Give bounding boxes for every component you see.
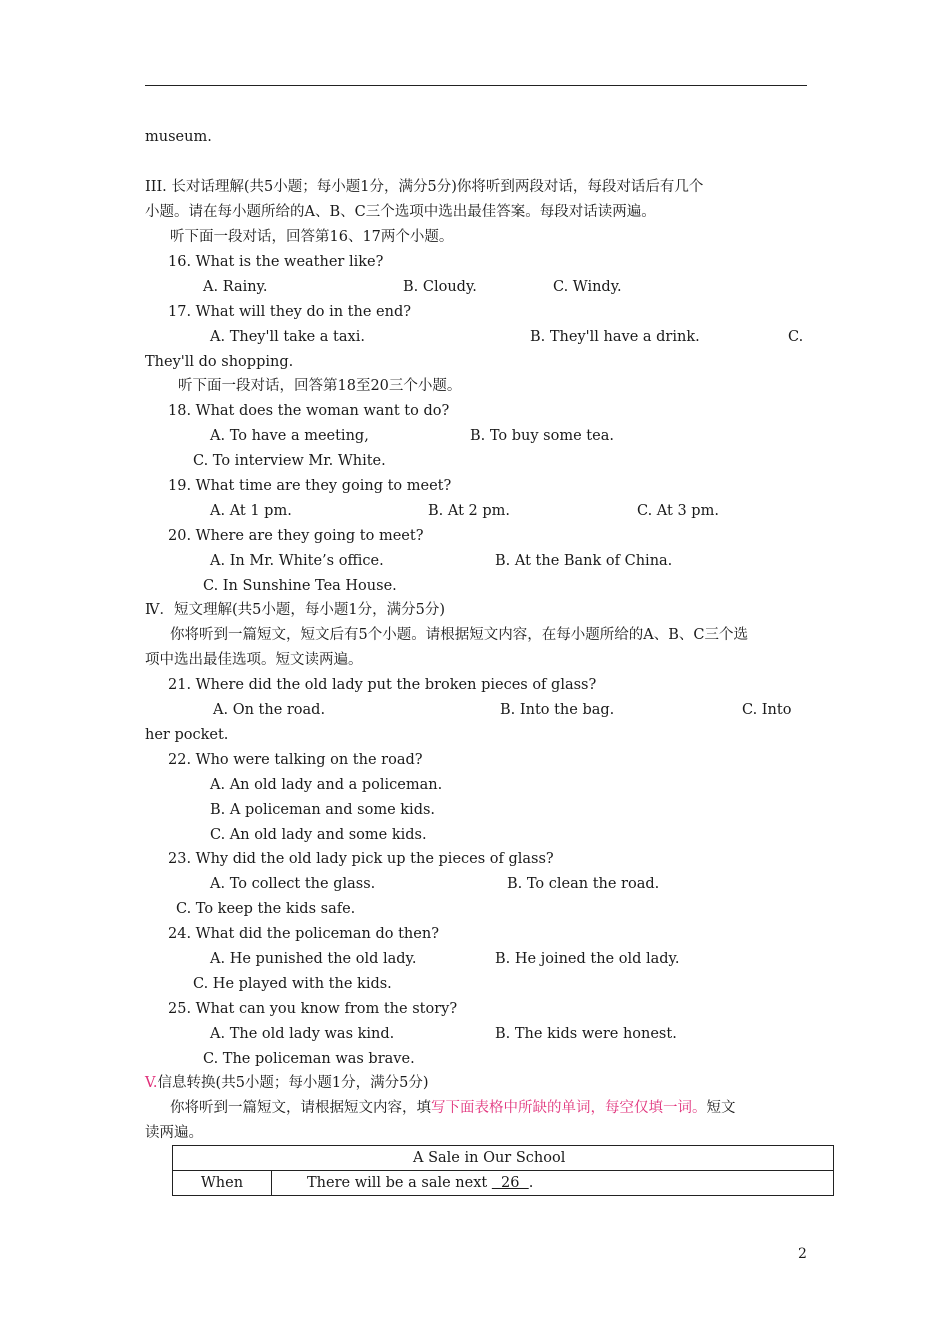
question-24: 24. What did the policeman do then?: [168, 926, 439, 942]
option-23b: B. To clean the road.: [507, 876, 660, 892]
option-22a: A. An old lady and a policeman.: [210, 777, 443, 793]
question-16: 16. What is the weather like?: [168, 254, 384, 270]
section-5-instruction-cont: 读两遍。: [145, 1125, 203, 1141]
option-24b: B. He joined the old lady.: [495, 951, 680, 967]
section-5-instruction-part1: 你将听到一篇短文，请根据短文内容，填: [170, 1100, 431, 1116]
option-25b: B. The kids were honest.: [495, 1026, 677, 1042]
text-line: museum.: [145, 129, 212, 145]
option-19c: C. At 3 pm.: [637, 503, 719, 519]
option-17a: A. They'll take a taxi.: [210, 329, 365, 345]
question-20: 20. Where are they going to meet?: [168, 528, 424, 544]
section-4-instruction-cont: 项中选出最佳选项。短文读两遍。: [145, 652, 363, 668]
table-row-content: [272, 1171, 834, 1196]
table-row-text: There will be a sale next: [307, 1175, 488, 1191]
option-23a: A. To collect the glass.: [210, 876, 376, 892]
table-row: [173, 1171, 834, 1196]
option-19b: B. At 2 pm.: [428, 503, 511, 519]
info-table: [172, 1145, 834, 1196]
option-24c: C. He played with the kids.: [193, 976, 392, 992]
option-20a: A. In Mr. White’s office.: [210, 553, 384, 569]
question-23: 23. Why did the old lady pick up the pieces of glass?: [168, 851, 554, 867]
option-23c: C. To keep the kids safe.: [176, 901, 356, 917]
section-5-title: 信息转换(共5小题；每小题1分，满分5分): [157, 1075, 429, 1091]
option-20b: B. At the Bank of China.: [495, 553, 673, 569]
option-16b: B. Cloudy.: [403, 279, 477, 295]
option-25a: A. The old lady was kind.: [210, 1026, 395, 1042]
option-21c-label: C. Into: [742, 702, 792, 718]
option-16c: C. Windy.: [553, 279, 622, 295]
option-18c: C. To interview Mr. White.: [193, 453, 386, 469]
question-17: 17. What will they do in the end?: [168, 304, 412, 320]
option-16a: A. Rainy.: [203, 279, 268, 295]
section-5-instruction-part3: 短文: [706, 1100, 736, 1116]
answer-blank-26[interactable]: 26: [491, 1175, 529, 1191]
question-21: 21. Where did the old lady put the broken pieces of glass?: [168, 677, 597, 693]
option-17c-label: C.: [788, 329, 804, 345]
table-row-end: .: [528, 1175, 534, 1191]
option-21c: her pocket.: [145, 727, 229, 743]
option-21b: B. Into the bag.: [500, 702, 615, 718]
section-5-heading: [145, 1073, 429, 1093]
option-19a: A. At 1 pm.: [210, 503, 292, 519]
section-5-number: V.: [145, 1075, 158, 1091]
option-25c: C. The policeman was brave.: [203, 1051, 415, 1067]
dialogue-1-intro: 听下面一段对话，回答第16、17两个小题。: [170, 229, 454, 245]
option-17b: B. They'll have a drink.: [530, 329, 700, 345]
option-18a: A. To have a meeting,: [210, 428, 369, 444]
table-row-label: When: [173, 1171, 272, 1196]
header-rule: [145, 85, 807, 86]
page-number: 2: [798, 1246, 807, 1262]
option-21a: A. On the road.: [213, 702, 326, 718]
section-4-instruction: 你将听到一篇短文，短文后有5个小题。请根据短文内容，在每小题所给的A、B、C三个选: [170, 627, 748, 643]
option-20c: C. In Sunshine Tea House.: [203, 578, 397, 594]
section-4-heading: Ⅳ．短文理解(共5小题，每小题1分，满分5分): [145, 602, 445, 618]
question-18: 18. What does the woman want to do?: [168, 403, 450, 419]
section-3-instruction: 小题。请在每小题所给的A、B、C三个选项中选出最佳答案。每段对话读两遍。: [145, 204, 656, 220]
option-24a: A. He punished the old lady.: [210, 951, 417, 967]
section-5-instruction-highlight: 写下面表格中所缺的单词，每空仅填一词。: [431, 1100, 707, 1116]
section-5-instruction: [170, 1098, 736, 1118]
section-3-heading: III. 长对话理解(共5小题；每小题1分，满分5分)你将听到两段对话，每段对话后有几个: [145, 179, 704, 195]
option-22c: C. An old lady and some kids.: [210, 827, 427, 843]
question-22: 22. Who were talking on the road?: [168, 752, 423, 768]
option-22b: B. A policeman and some kids.: [210, 802, 436, 818]
option-18b: B. To buy some tea.: [470, 428, 614, 444]
dialogue-2-intro: 听下面一段对话，回答第18至20三个小题。: [178, 378, 462, 394]
table-title-row: [173, 1146, 834, 1171]
table-title: A Sale in Our School: [173, 1146, 834, 1171]
question-19: 19. What time are they going to meet?: [168, 478, 452, 494]
option-17c: They'll do shopping.: [145, 354, 294, 370]
question-25: 25. What can you know from the story?: [168, 1001, 458, 1017]
